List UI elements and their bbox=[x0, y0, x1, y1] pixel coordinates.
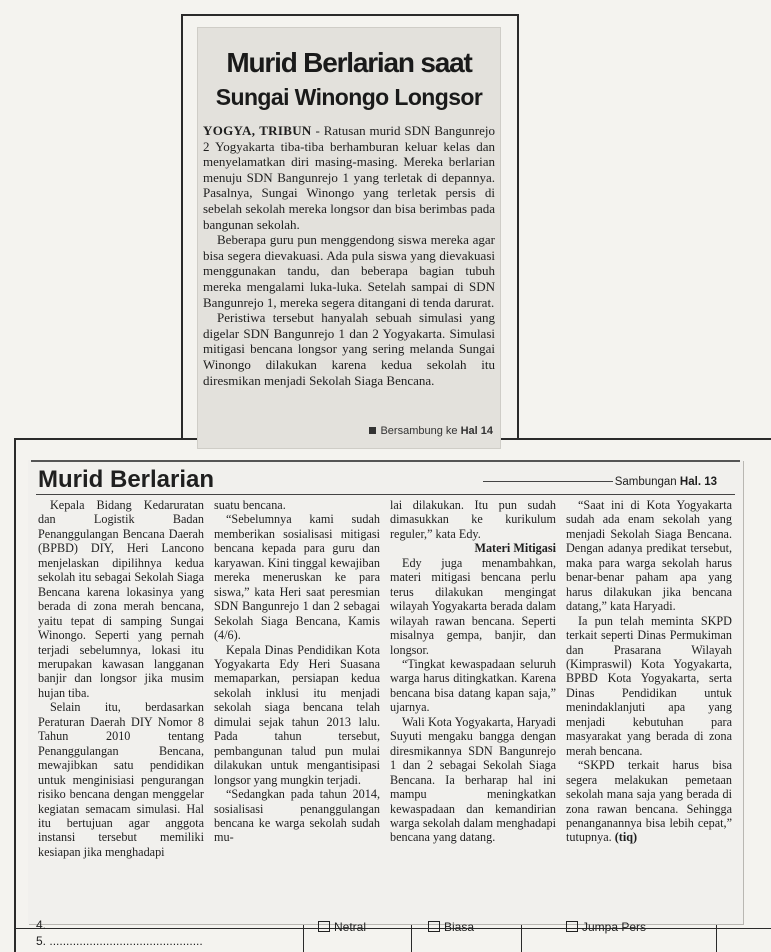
netral-option[interactable] bbox=[318, 920, 366, 934]
frame-line-form-row bbox=[14, 928, 771, 929]
column-paragraph: Selain itu, berdasarkan Peraturan Daerah DIY Nomor 8 Tahun 2010 tentang Penanggulangan Bencana, mewajibkan satu pendidikan untuk menginisiasi pengurangan risiko bencana dengan menggelar kegiatan semacam simulasi. Hal itu bertujuan agar anggota instansi tersebut memiliki kesiapan jika menghadapi bbox=[38, 700, 204, 859]
bottom-news-clipping bbox=[28, 460, 743, 924]
byline: (tiq) bbox=[614, 830, 638, 845]
sambungan-rule bbox=[483, 481, 613, 482]
biasa-option[interactable] bbox=[428, 920, 474, 934]
frame-col-divider-4 bbox=[716, 920, 717, 952]
sambungan-page: Hal. 13 bbox=[679, 476, 717, 488]
column-paragraph: suatu bencana. bbox=[214, 498, 286, 512]
column-paragraph: Edy juga menambahkan, materi mitigasi bencana perlu terus dilakukan mengingat wilayah Yogyakarta berada dalam wilayah rawan bencana. Seperti misalnya gempa, banjir, dan longsor. bbox=[390, 555, 556, 657]
article-paragraph bbox=[203, 123, 495, 232]
column-paragraph: “Sedangkan pada tahun 2014, sosialisasi penanggulangan bencana ke warga sekolah sudah mu- bbox=[214, 787, 380, 845]
column-2 bbox=[214, 498, 380, 845]
fill-in-dots: .............................................. bbox=[49, 934, 203, 948]
headline-line-1: Murid Berlarian saat bbox=[226, 47, 472, 78]
checkbox-icon[interactable] bbox=[428, 921, 440, 932]
column-4 bbox=[566, 498, 732, 845]
sambungan-label: Sambungan bbox=[614, 476, 677, 488]
frame-col-divider-1 bbox=[303, 920, 304, 952]
column-paragraph: “Sebelumnya kami sudah memberikan sosialisasi mitigasi bencana kepada para guru dan karyawan. Kini tinggal kewajiban mereka meneruskan ke para siswa,” kata Heri saat peresmian SDN Bangunrejo 1 dan 2 sebagai Sekolah Siaga Bencana, Kamis (4/6). bbox=[214, 512, 380, 643]
continued-label: Bersambung ke bbox=[380, 425, 458, 437]
frame-col-divider-3 bbox=[521, 920, 522, 952]
column-paragraph: “Tingkat kewaspadaan seluruh warga harus ditingkatkan. Karena bencana bisa datang kapan saja,” ujarnya. bbox=[390, 656, 556, 715]
frame-line-left-upper bbox=[181, 14, 183, 440]
netral-label: Netral bbox=[334, 920, 367, 934]
frame-line-left bbox=[14, 438, 16, 952]
top-news-clipping bbox=[197, 27, 501, 449]
paragraph-text: “SKPD terkait harus bisa segera melakukan pemetaan sekolah mana saja yang berada di zona rawan bencana. Sehingga penanganannya bisa lebih cepat,” tutupnya. bbox=[566, 758, 732, 845]
frame-line-top bbox=[181, 14, 519, 16]
row-number-4: 4. bbox=[36, 918, 47, 932]
jumpa-pers-option[interactable] bbox=[566, 920, 646, 934]
subheading: Materi Mitigasi bbox=[474, 541, 556, 556]
frame-col-divider-2 bbox=[411, 920, 412, 952]
column-1 bbox=[38, 498, 204, 859]
frame-line-right-upper bbox=[517, 14, 519, 440]
top-rule bbox=[31, 460, 740, 462]
row-number: 5. bbox=[36, 934, 47, 948]
column-paragraph: Ia pun telah meminta SKPD terkait seperti Dinas Permukiman dan Prasarana Wilayah (Kimpraswil) Kota Yogyakarta, BPBD Kota Yogyakarta, serta Dinas Pendidikan untuk menindaklanjuti apa yang menjadi kebutuhan para masyarakat yang berada di zona merah bencana. bbox=[566, 613, 732, 758]
paragraph-text: - Ratusan murid SDN Bangunrejo 2 Yogyakarta tiba-tiba berhamburan keluar kelas dan menyelamatkan diri masing-masing. Mereka berlarian menuju SDN Bangunrejo 1 yang terletak di depannya. Pasalnya, Sungai Winongo yang terletak persis di sebelah sekolah mereka longsor dan bisa berimbas pada bangunan sekolah. bbox=[203, 123, 495, 232]
column-paragraph: Wali Kota Yogyakarta, Haryadi Suyuti mengaku bangga dengan diresmikannya SDN Bangunrejo 1 dan 2 sebagai Sekolah Siaga Bencana. Ia berharap hal ini mampu meningkatkan kewaspadaan dan kemandirian warga sekolah dalam menghadapi bencana yang datang. bbox=[390, 714, 556, 845]
checkbox-icon[interactable] bbox=[318, 921, 330, 932]
column-paragraph bbox=[566, 758, 732, 845]
column-3 bbox=[390, 498, 556, 845]
dateline: YOGYA, TRIBUN bbox=[203, 123, 312, 138]
column-paragraph: Kepala Bidang Kedaruratan dan Logistik Badan Penanggulangan Bencana Daerah (BPBD) DIY, Heri Lancono menjelaskan dipilihnya kedua sekolah itu sebagai Sekolah Siaga Bencana karena lokasinya yang berada di zona merah bencana, yaitu tepat di samping Sungai Winongo. Seperti yang pernah terjadi sebelumnya, lokasi itu merupakan kawasan langganan banjir dan longsor jika musim hujan tiba. bbox=[38, 498, 204, 700]
checkbox-icon[interactable] bbox=[566, 921, 578, 932]
article-paragraph: Peristiwa tersebut hanyalah sebuah simulasi yang digelar SDN Bangunrejo 1 dan 2 Yogyakarta. Simulasi mitigasi bencana longsor yang sering melanda Sungai Winongo dilakukan karena kedua sekolah itu diresmikan menjadi Sekolah Siaga Bencana. bbox=[203, 310, 495, 388]
square-bullet-icon bbox=[369, 427, 376, 434]
continued-page: Hal 14 bbox=[460, 425, 493, 437]
sambungan-note bbox=[483, 476, 717, 488]
column-paragraph: lai dilakukan. Itu pun sudah dimasukkan ke kurikulum reguler,” kata Edy. bbox=[390, 498, 556, 541]
article-paragraph: Beberapa guru pun menggendong siswa mereka agar bisa segera dievakuasi. Ada pula siswa yang dievakuasi menggunakan tandu, dan beberapa bagian tubuh mereka mengalami luka-luka. Setelah sampai di SDN Bangunrejo 1, mereka segera ditangani di tenda darurat. bbox=[203, 232, 495, 310]
column-paragraph: “Saat ini di Kota Yogyakarta sudah ada enam sekolah yang menjadi Sekolah Siaga Bencana. Dengan adanya predikat tersebut, maka para warga sekolah harus benar-benar paham apa yang harus dilakukan jika bencana datang,” kata Haryadi. bbox=[566, 498, 732, 614]
headline-line-2: Sungai Winongo Longsor bbox=[215, 84, 483, 110]
biasa-label: Biasa bbox=[444, 920, 475, 934]
column-paragraph: Kepala Dinas Pendidikan Kota Yogyakarta Edy Heri Suasana memaparkan, persiapan kedua sekolah inklusi itu menjadi sekolah siaga bencana telah dimulai sejak tahun 2013 lalu. Pada tahun tersebut, pembangunan talud pun mulai dilakukan untuk mengantisipasi longsor yang mungkin terjadi. bbox=[214, 642, 380, 787]
form-row bbox=[36, 934, 203, 948]
headline-rule bbox=[36, 494, 735, 495]
continuation-headline: Murid Berlarian bbox=[38, 466, 215, 493]
article-body bbox=[203, 123, 495, 388]
continued-note bbox=[369, 425, 493, 437]
jumpa-pers-label: Jumpa Pers bbox=[582, 920, 647, 934]
